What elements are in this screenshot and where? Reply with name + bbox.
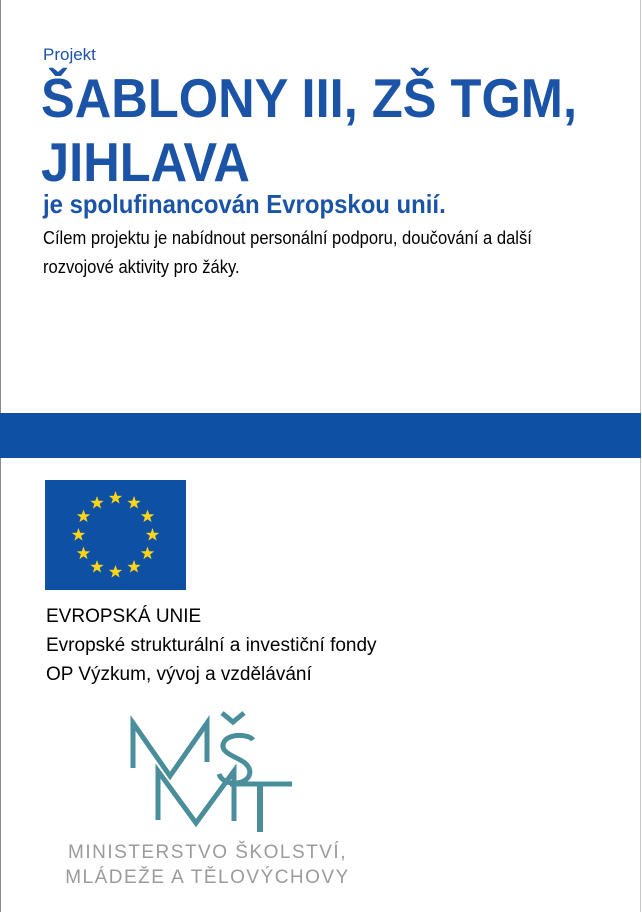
project-title-line2: JIHLAVA	[41, 131, 250, 193]
project-title	[41, 66, 577, 194]
ministry-name-block	[0, 840, 415, 890]
project-description	[43, 224, 532, 282]
blue-divider-band	[0, 413, 641, 458]
eu-line-op: OP Výzkum, vývoj a vzdělávání	[46, 664, 312, 685]
monogram-letter-s-caron	[222, 713, 244, 722]
ministry-line2: MLÁDEŽE A TĚLOVÝCHOVY	[65, 867, 350, 888]
ministry-line1: MINISTERSTVO ŠKOLSTVÍ,	[68, 842, 347, 863]
project-eyebrow: Projekt	[43, 45, 96, 64]
eu-line-union: EVROPSKÁ UNIE	[46, 606, 202, 627]
project-description-line2: rozvojové aktivity pro žáky.	[43, 257, 240, 277]
msmt-monogram-logo	[125, 710, 295, 838]
eu-text-block	[46, 602, 377, 689]
monogram-letter-m1	[133, 723, 207, 776]
cofinancing-subtitle: je spolufinancován Evropskou unií.	[43, 189, 446, 219]
eu-flag-icon	[45, 480, 186, 590]
project-description-line1: Cílem projektu je nabídnout personální podporu, doučování a další	[43, 228, 532, 248]
eu-line-funds: Evropské strukturální a investiční fondy	[46, 635, 377, 656]
project-title-line1: ŠABLONY III, ZŠ TGM,	[41, 67, 578, 129]
